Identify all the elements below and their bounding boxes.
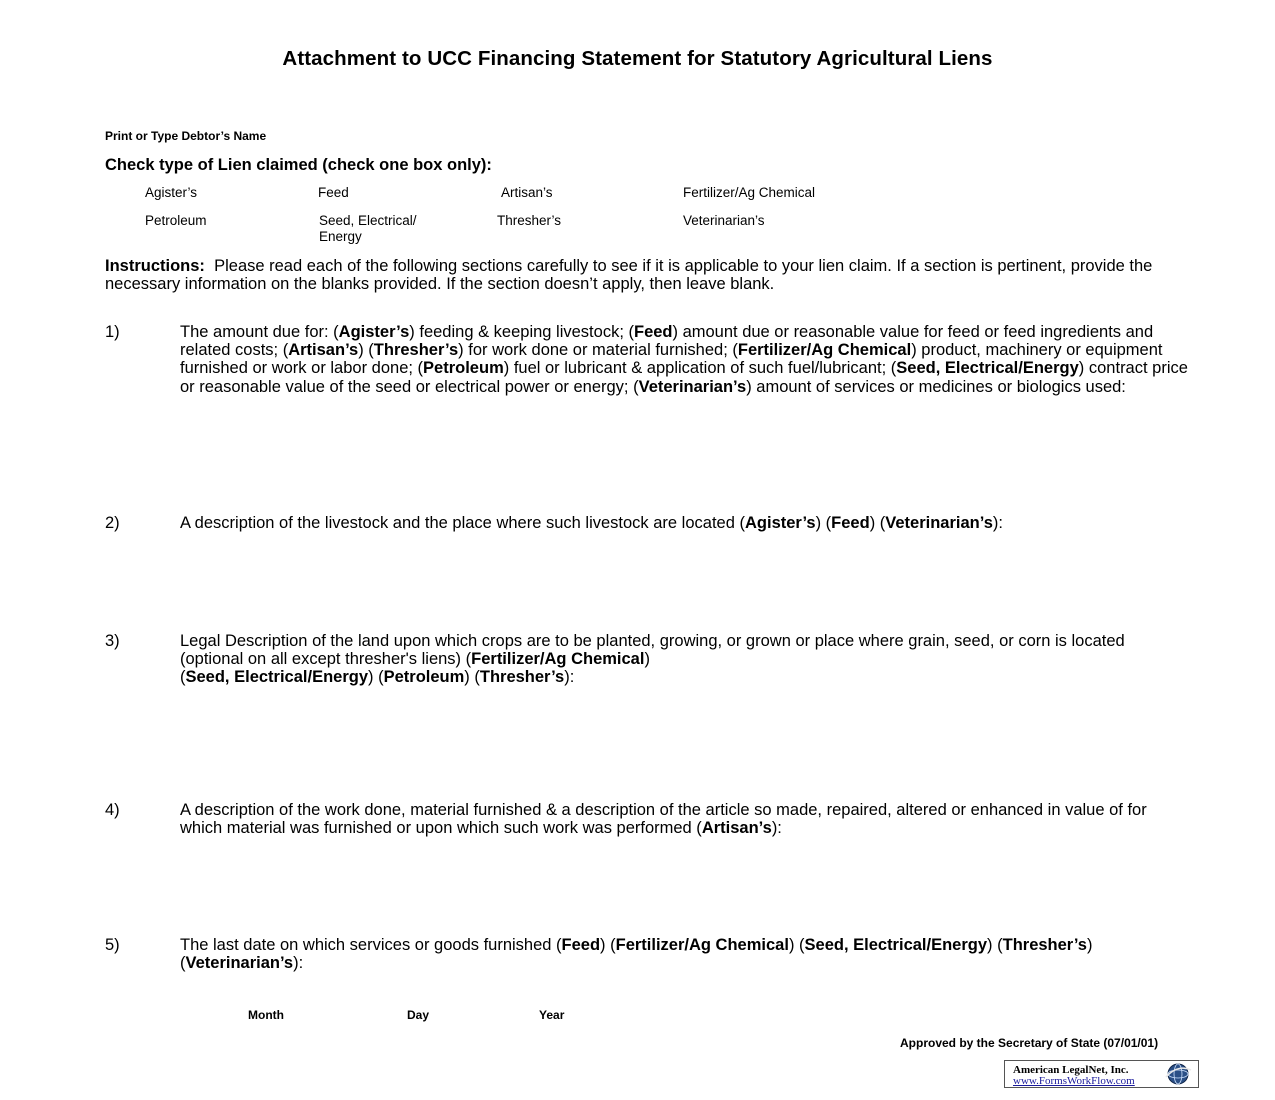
section-4-text	[180, 801, 1170, 837]
lien-type-reference: Seed, Electrical/Energy	[185, 668, 369, 687]
section-text-run: ) (	[788, 936, 805, 954]
section-text-run: ) contract price or reasonable value of the seed or electrical power or energy; (	[180, 359, 1188, 396]
section-text-run: ) (	[600, 936, 616, 954]
lien-type-reference: Seed, Electrical/Energy	[804, 936, 988, 954]
instructions-label: Instructions:	[105, 257, 205, 275]
lien-type-reference: Veterinarian’s	[185, 954, 294, 973]
section-3-text	[180, 632, 1155, 687]
approval-note: Approved by the Secretary of State (07/01/01)	[900, 1036, 1159, 1050]
section-text-run: ) (	[368, 668, 384, 687]
lien-type-reference: Thresher’s	[479, 668, 565, 687]
lien-option-seed[interactable]	[319, 213, 417, 245]
lien-type-reference: Petroleum	[383, 668, 465, 687]
lien-option-thresher[interactable]: Thresher’s	[497, 213, 562, 228]
form-title: Attachment to UCC Financing Statement for Statutory Agricultural Liens	[282, 47, 993, 70]
lien-option-veterinarian[interactable]: Veterinarian’s	[683, 213, 765, 228]
section-text-run: ) product, machinery or equipment furnished or work or labor done; (	[180, 341, 1163, 378]
section-text-run: The last date on which services or goods furnished (	[180, 936, 562, 954]
section-text-run: ):	[564, 668, 575, 687]
logo-url-link[interactable]: www.FormsWorkFlow.com	[1013, 1075, 1135, 1087]
lien-type-heading: Check type of Lien claimed (check one box only):	[105, 156, 492, 174]
section-text-run: )	[644, 650, 650, 669]
date-month-label: Month	[248, 1008, 284, 1022]
debtor-name-label: Print or Type Debtor’s Name	[105, 129, 267, 143]
lien-option-artisan[interactable]: Artisan’s	[501, 185, 553, 200]
legalnet-logo[interactable]	[1004, 1060, 1199, 1088]
lien-type-reference: Fertilizer/Ag Chemical	[615, 936, 789, 954]
lien-type-reference: Fertilizer/Ag Chemical	[737, 341, 912, 360]
section-2-text	[180, 514, 1060, 532]
globe-icon	[1161, 1062, 1195, 1086]
section-text-run: ) (	[464, 668, 480, 687]
section-text-run: ) (	[987, 936, 1003, 954]
section-text-run: ) (	[180, 936, 1093, 973]
section-text-run: ) fuel or lubricant & application of such fuel/lubricant; (	[503, 359, 897, 378]
lien-type-reference: Thresher’s	[1002, 936, 1087, 954]
date-day-label: Day	[407, 1008, 430, 1022]
section-text-run: ) amount of services or medicines or biologics used:	[746, 377, 1126, 396]
date-year-label: Year	[539, 1008, 565, 1022]
section-5-text	[180, 936, 1210, 972]
section-text-run: ):	[992, 514, 1003, 532]
lien-option-agister[interactable]: Agister’s	[145, 185, 198, 200]
lien-type-reference: Artisan’s	[288, 341, 359, 360]
section-text-run: A description of the work done, material furnished & a description of the article so made, repaired, altered or enhanced in value of for which material was furnished or upon which such work was performed (	[180, 801, 1147, 838]
lien-type-reference: Veterinarian’s	[885, 514, 993, 532]
lien-type-reference: Seed, Electrical/Energy	[896, 359, 1079, 378]
instructions-text: Please read each of the following sections carefully to see if it is applicable to your lien claim. If a section is pertinent, provide the necessary information on the blanks provided. If the section doesn’t apply, then leave blank.	[105, 257, 1153, 294]
lien-type-reference: Feed	[633, 323, 673, 341]
lien-option-seed-line2: Energy	[319, 229, 362, 244]
lien-type-reference: Feed	[831, 514, 870, 532]
section-text-run: ):	[771, 819, 782, 838]
section-text-run: ) (	[815, 514, 832, 532]
section-text-run: ) feeding & keeping livestock; (	[409, 323, 634, 341]
section-text-run: ):	[293, 954, 304, 973]
section-text-run: ) for work done or material furnished; (	[458, 341, 738, 360]
lien-type-reference: Petroleum	[423, 359, 504, 378]
section-2-number: 2)	[105, 514, 120, 532]
section-1-number: 1)	[105, 323, 120, 341]
section-text-run: (	[180, 668, 186, 687]
lien-type-reference: Agister’s	[338, 323, 410, 341]
section-4-number: 4)	[105, 801, 120, 819]
section-text-run: The amount due for: (	[180, 323, 339, 341]
section-text-run: A description of the livestock and the place where such livestock are located (	[180, 514, 745, 532]
lien-type-reference: Fertilizer/Ag Chemical	[471, 650, 645, 669]
lien-type-reference: Thresher’s	[373, 341, 459, 360]
lien-type-reference: Artisan’s	[701, 819, 772, 838]
lien-type-reference: Feed	[561, 936, 601, 954]
section-text-run: ) (	[358, 341, 374, 360]
lien-option-petroleum[interactable]: Petroleum	[145, 213, 207, 228]
lien-type-reference: Veterinarian’s	[638, 377, 747, 396]
section-text-run: ) (	[869, 514, 886, 532]
lien-option-seed-line1: Seed, Electrical/	[319, 213, 417, 228]
section-text-run: Legal Description of the land upon which crops are to be planted, growing, or grown or place where grain, seed, or corn is located (optional on all except thresher's liens) (	[180, 632, 1125, 669]
lien-option-fertilizer[interactable]: Fertilizer/Ag Chemical	[683, 185, 816, 200]
lien-option-feed[interactable]: Feed	[318, 185, 349, 200]
logo-company-name: American LegalNet, Inc.	[1013, 1064, 1129, 1076]
lien-type-reference: Agister’s	[744, 514, 816, 532]
section-1-text	[180, 323, 1190, 396]
instructions	[105, 257, 1195, 293]
section-5-number: 5)	[105, 936, 120, 954]
section-text-run: ) amount due or reasonable value for feed or feed ingredients and related costs; (	[180, 323, 1154, 360]
section-3-number: 3)	[105, 632, 120, 650]
